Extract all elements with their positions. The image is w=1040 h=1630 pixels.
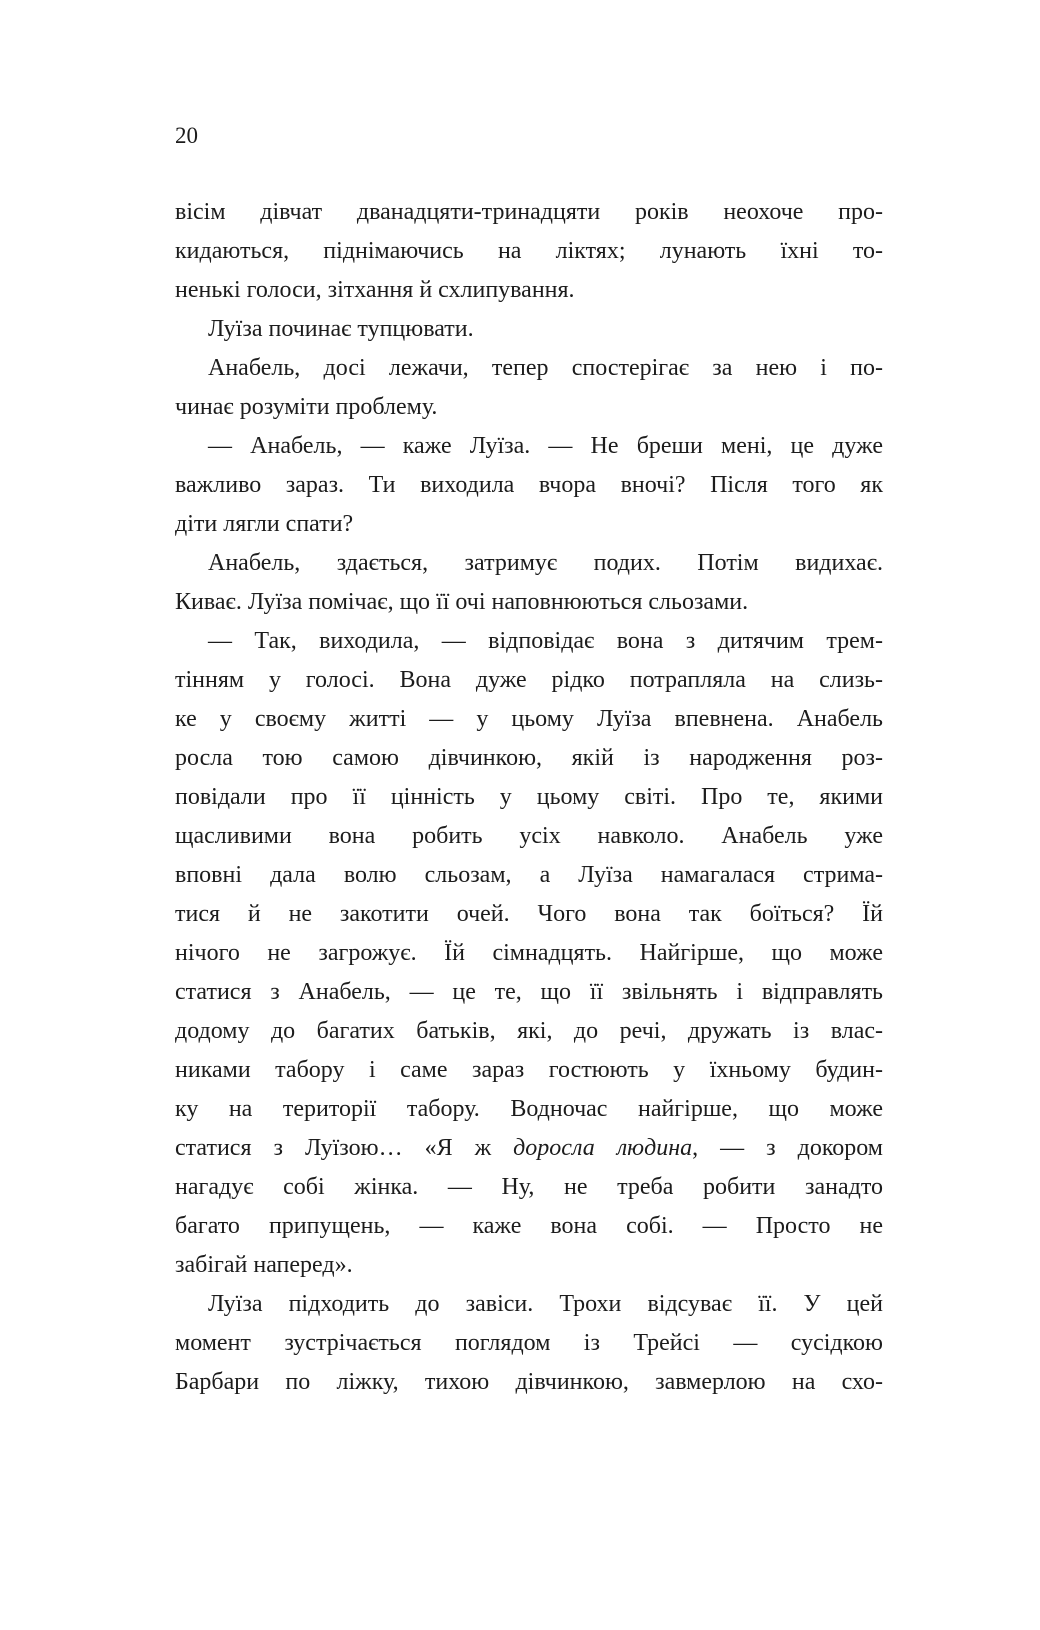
text-line: діти лягли спати?: [175, 511, 354, 537]
text-line: — Так, виходила, — відповідає вона з дитячим трем-: [208, 628, 883, 654]
text-line: нагадує собі жінка. — Ну, не треба робити занадто: [175, 1174, 883, 1200]
text-line: Анабель, здається, затримує подих. Потім видихає.: [208, 550, 883, 576]
text-line: забігай наперед».: [175, 1252, 353, 1278]
text-line: вісім дівчат дванадцяти-тринадцяти років неохоче про-: [175, 199, 883, 225]
italic-text: доросла людина: [513, 1135, 693, 1161]
paragraph: [175, 1285, 883, 1402]
text-line: Киває. Луїза помічає, що її очі наповнюються сльозами.: [175, 589, 749, 615]
text-line: щасливими вона робить усіх навколо. Анабель уже: [175, 823, 883, 849]
text-line: момент зустрічається поглядом із Трейсі — сусідкою: [175, 1330, 883, 1356]
text-line: важливо зараз. Ти виходила вчора вночі? Після того як: [175, 472, 883, 498]
text-line: ке у своєму житті — у цьому Луїза впевнена. Анабель: [175, 706, 883, 732]
text-line: росла тою самою дівчинкою, якій із народження роз-: [175, 745, 883, 771]
text-line: Анабель, досі лежачи, тепер спостерігає за нею і по-: [208, 355, 883, 381]
text-segment: , — з докором: [692, 1135, 883, 1161]
page-number: 20: [175, 123, 198, 148]
text-line: кидаються, піднімаючись на ліктях; лунають їхні то-: [175, 238, 883, 264]
text-line: нічого не загрожує. Їй сімнадцять. Найгірше, що може: [175, 940, 883, 966]
text-line: додому до багатих батьків, які, до речі, дружать із влас-: [175, 1018, 883, 1044]
text-line: тися й не закотити очей. Чого вона так боїться? Їй: [175, 901, 883, 927]
text-line: вповні дала волю сльозам, а Луїза намагалася стрима-: [175, 862, 883, 888]
paragraph: [175, 544, 883, 622]
paragraph: [175, 427, 883, 544]
text-line: [175, 1129, 883, 1168]
text-line: Луїза підходить до завіси. Трохи відсуває її. У цей: [208, 1291, 883, 1317]
text-line: Барбари по ліжку, тихою дівчинкою, завмерлою на схо-: [175, 1369, 883, 1395]
text-line: багато припущень, — каже вона собі. — Просто не: [175, 1213, 883, 1239]
text-line: повідали про її цінність у цьому світі. Про те, якими: [175, 784, 883, 810]
text-line: ненькі голоси, зітхання й схлипування.: [175, 277, 575, 303]
text-line: ку на території табору. Водночас найгірше, що може: [175, 1096, 883, 1122]
text-line: тінням у голосі. Вона дуже рідко потрапляла на слизь-: [175, 667, 883, 693]
text-line: — Анабель, — каже Луїза. — Не бреши мені, це дуже: [208, 433, 883, 459]
paragraph: [175, 622, 883, 1285]
text-line: никами табору і саме зараз гостюють у їхньому будин-: [175, 1057, 883, 1083]
text-line: чинає розуміти проблему.: [175, 394, 438, 420]
text-line: Луїза починає тупцювати.: [208, 316, 474, 342]
text-segment: статися з Луїзою… «Я ж: [175, 1135, 514, 1161]
paragraph: [175, 193, 883, 310]
text-block: [175, 116, 883, 1402]
paragraph: [175, 310, 883, 349]
paragraph: [175, 349, 883, 427]
text-line: статися з Анабель, — це те, що її звільнять і відправлять: [175, 979, 883, 1005]
